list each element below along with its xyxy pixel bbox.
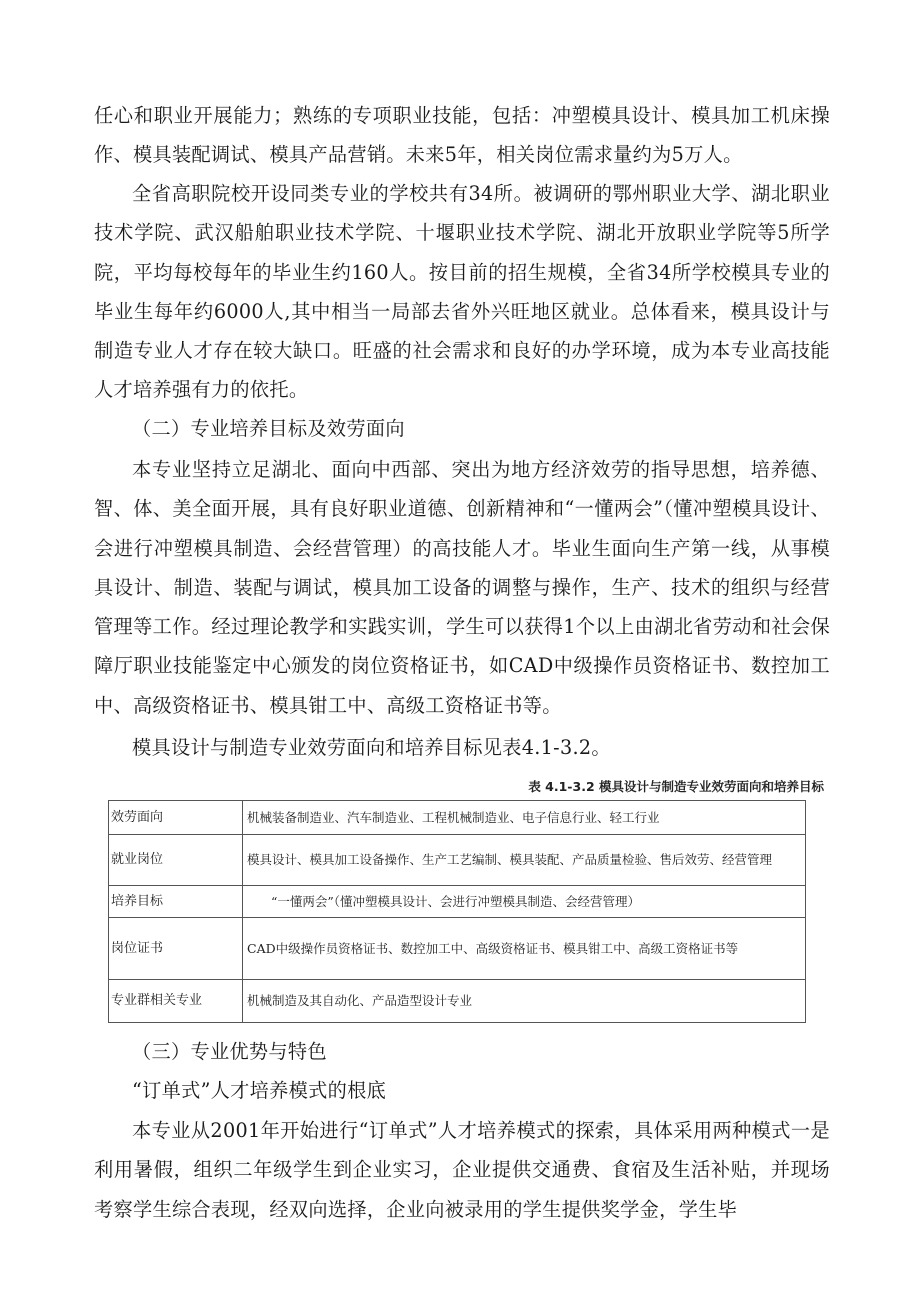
paragraph-table-reference: 模具设计与制造专业效劳面向和培养目标见表4.1-3.2。: [132, 736, 611, 759]
table-row: [109, 918, 806, 980]
section-heading-2: （二）专业培养目标及效劳面向: [132, 417, 405, 440]
paragraph-training-goals: 本专业坚持立足湖北、面向中西部、突出为地方经济效劳的指导思想，培养德、智、体、美全面开展，具有良好职业道德、创新精神和“一懂两会”（懂冲塑模具设计、会进行冲塑模具制造、会经营管理）的高技能人才。毕业生面向生产第一线，从事模具设计、制造、装配与调试，模具加工设备的调整与操作，生产、技术的组织与经营管理等工作。经过理论教学和实践实训，学生可以获得1个以上由湖北省劳动和社会保障厅职业技能鉴定中心颁发的岗位资格证书，如CAD中级操作员资格证书、数控加工中、高级资格证书、模具钳工中、高级工资格证书等。: [94, 458, 830, 717]
paragraph-school-survey: 全省高职院校开设同类专业的学校共有34所。被调研的鄂州职业大学、湖北职业技术学院、武汉船舶职业技术学院、十堰职业技术学院、湖北开放职业学院等5所学院，平均每校每年的毕业生约160人。按目前的招生规模，全省34所学校模具专业的毕业生每年约6000人,其中相当一局部去省外兴旺地区就业。总体看来，模具设计与制造专业人才存在较大缺口。旺盛的社会需求和良好的办学环境，成为本专业高技能人才培养强有力的依托。: [94, 182, 830, 402]
service-goals-table: [108, 800, 806, 1023]
paragraph-order-mode: 本专业从2001年开始进行“订单式”人才培养模式的探索，具体采用两种模式一是利用暑假，组织二年级学生到企业实习，企业提供交通费、食宿及生活补贴，并现场考察学生综合表现，经双向选择，企业向被录用的学生提供奖学金，学生毕: [94, 1119, 830, 1221]
table-row-label: 专业群相关专业: [109, 980, 243, 1023]
table-row: [109, 801, 806, 835]
table-row-label: 效劳面向: [109, 801, 243, 835]
table-row-value: CAD中级操作员资格证书、数控加工中、高级资格证书、模具钳工中、高级工资格证书等: [243, 918, 806, 980]
table-row: [109, 835, 806, 886]
table-row-label: 岗位证书: [109, 918, 243, 980]
table-row-value: 机械制造及其自动化、产品造型设计专业: [243, 980, 806, 1023]
table-row-value: 机械装备制造业、汽车制造业、工程机械制造业、电子信息行业、轻工行业: [243, 801, 806, 835]
paragraph-skills-demand: 任心和职业开展能力；熟练的专项职业技能，包括：冲塑模具设计、模具加工机床操作、模具装配调试、模具产品营销。未来5年，相关岗位需求量约为5万人。: [94, 104, 830, 167]
table-row-label: 培养目标: [109, 886, 243, 918]
table-row-value: “一懂两会”（懂冲塑模具设计、会进行冲塑模具制造、会经营管理）: [243, 886, 806, 918]
table-row: [109, 886, 806, 918]
table-row: [109, 980, 806, 1023]
table-caption: 表 4.1-3.2 模具设计与制造专业效劳面向和培养目标: [528, 779, 824, 794]
table-row-value: 模具设计、模具加工设备操作、生产工艺编制、模具装配、产品质量检验、售后效劳、经营管理: [243, 835, 806, 886]
subsection-heading-order-mode: “订单式”人才培养模式的根底: [132, 1079, 387, 1102]
table-row-label: 就业岗位: [109, 835, 243, 886]
section-heading-3: （三）专业优势与特色: [132, 1040, 327, 1063]
